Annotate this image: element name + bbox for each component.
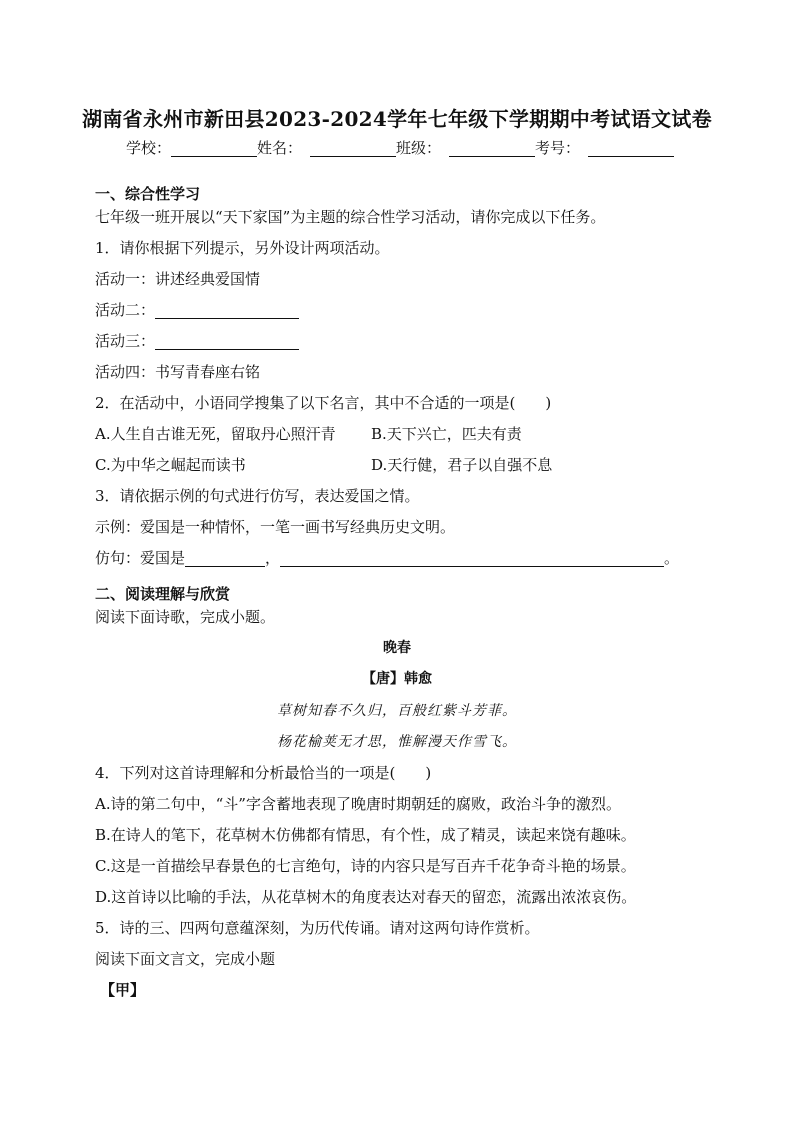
imitation-line (95, 547, 679, 568)
question-4: 4．下列对这首诗理解和分析最恰当的一项是( ) (95, 764, 432, 782)
activity-2-blank[interactable] (155, 303, 299, 319)
school-blank[interactable] (171, 141, 257, 157)
q2-option-c: C.为中华之崛起而读书 (95, 456, 246, 474)
imitation-comma: ， (265, 549, 281, 567)
activity-3-label: 活动三： (95, 332, 156, 350)
activity-2 (95, 299, 299, 320)
imitation-end: 。 (664, 549, 680, 567)
poem-author: 【唐】韩愈 (362, 671, 432, 687)
class-label: 班级： (396, 139, 442, 157)
name-blank[interactable] (310, 141, 396, 157)
example-sentence: 示例：爱国是一种情怀，一笔一画书写经典历史文明。 (95, 518, 456, 536)
poem-title: 晚春 (383, 640, 411, 656)
passage-jia-label: 【甲】 (100, 981, 146, 999)
activity-4: 活动四：书写青春座右铭 (95, 363, 261, 381)
activity-3 (95, 330, 299, 351)
q4-option-a: A.诗的第二句中，“斗”字含蓄地表现了晚唐时期朝廷的腐败，政治斗争的激烈。 (95, 795, 621, 813)
exam-no-label: 考号： (535, 139, 581, 157)
q4-option-b: B.在诗人的笔下，花草树木仿佛都有情思，有个性，成了精灵，读起来饶有趣味。 (95, 826, 636, 844)
section2-intro: 阅读下面诗歌，完成小题。 (95, 608, 276, 626)
class-blank[interactable] (449, 141, 535, 157)
imitation-blank-2[interactable] (280, 551, 664, 567)
question-5: 5．诗的三、四两句意蕴深刻，为历代传诵。请对这两句诗作赏析。 (95, 919, 540, 937)
classical-intro: 阅读下面文言文，完成小题 (95, 950, 276, 968)
activity-1: 活动一：讲述经典爱国情 (95, 270, 261, 288)
question-1: 1．请你根据下列提示，另外设计两项活动。 (95, 239, 390, 257)
page-title: 湖南省永州市新田县2023-2024学年七年级下学期期中考试语文试卷 (82, 107, 712, 131)
q4-option-d: D.这首诗以比喻的手法，从花草树木的角度表达对春天的留恋，流露出浓浓哀伤。 (95, 888, 637, 906)
activity-3-blank[interactable] (155, 334, 299, 350)
section1-intro: 七年级一班开展以“天下家国”为主题的综合性学习活动，请你完成以下任务。 (95, 208, 606, 226)
imitation-prefix: 仿句：爱国是 (95, 549, 186, 567)
section1-heading: 一、综合性学习 (95, 185, 201, 203)
q2-option-a: A.人生自古谁无死，留取丹心照汗青 (95, 425, 336, 443)
imitation-blank-1[interactable] (185, 551, 265, 567)
exam-no-blank[interactable] (588, 141, 674, 157)
q2-option-b: B.天下兴亡，匹夫有责 (371, 425, 522, 443)
q2-option-d: D.天行健，君子以自强不息 (371, 456, 553, 474)
student-info-row (126, 137, 674, 158)
question-3: 3．请依据示例的句式进行仿写，表达爱国之情。 (95, 487, 420, 505)
school-label: 学校： (126, 139, 172, 157)
section2-heading: 二、阅读理解与欣赏 (95, 585, 231, 603)
q4-option-c: C.这是一首描绘早春景色的七言绝句，诗的内容只是写百卉千花争奇斗艳的场景。 (95, 857, 636, 875)
question-2: 2．在活动中，小语同学搜集了以下名言，其中不合适的一项是( ) (95, 394, 552, 412)
poem-line-2: 杨花榆荚无才思，惟解漫天作雪飞。 (277, 734, 517, 750)
name-label: 姓名： (257, 139, 303, 157)
poem-line-1: 草树知春不久归，百般红紫斗芳菲。 (277, 703, 517, 719)
activity-2-label: 活动二： (95, 301, 156, 319)
